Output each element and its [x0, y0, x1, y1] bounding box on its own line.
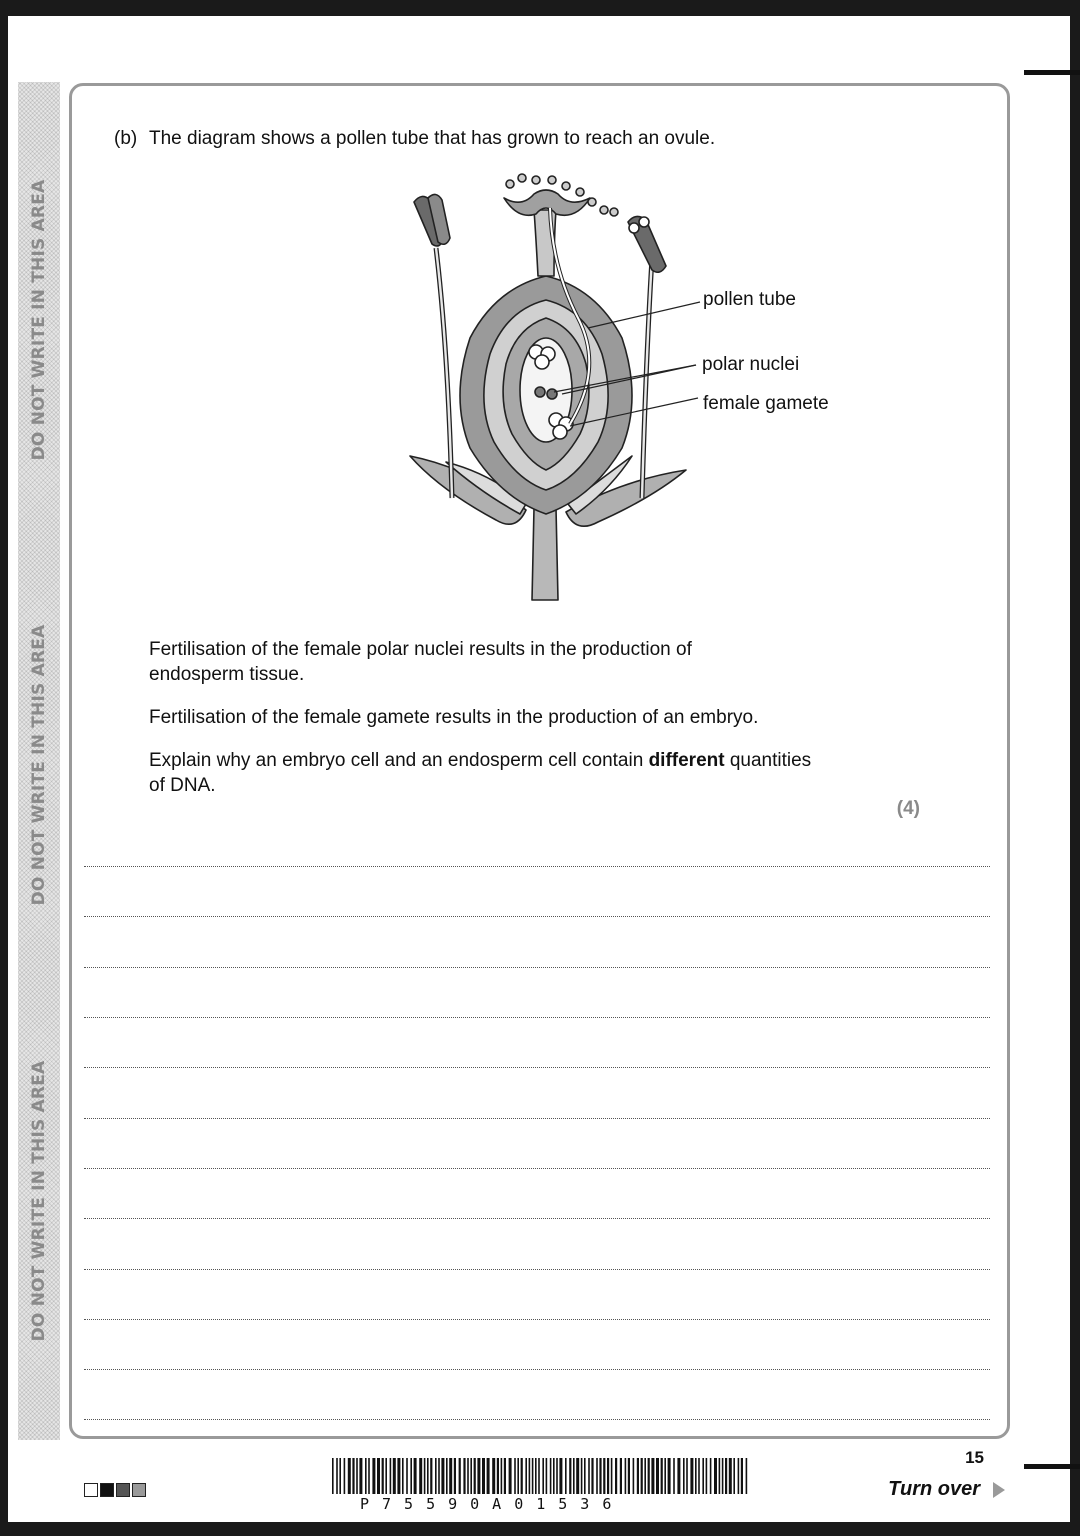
- barcode-bar: [446, 1458, 448, 1494]
- paragraph-line: endosperm tissue.: [149, 664, 305, 685]
- barcode-bar: [521, 1458, 523, 1494]
- barcode-bar: [393, 1458, 396, 1494]
- paragraph-line: Fertilisation of the female polar nuclei results in the production of: [149, 639, 692, 660]
- barcode-bar: [509, 1458, 512, 1494]
- answer-line[interactable]: [84, 1017, 990, 1018]
- paragraph-embryo: Fertilisation of the female gamete results in the production of an embryo.: [149, 707, 759, 728]
- barcode-bar: [406, 1458, 408, 1494]
- barcode-bar: [487, 1458, 490, 1494]
- barcode-bar: [454, 1458, 456, 1494]
- barcode-bar: [414, 1458, 417, 1494]
- barcode-bar: [463, 1458, 465, 1494]
- barcode-bar: [651, 1458, 654, 1494]
- barcode-bar: [504, 1458, 506, 1494]
- barcode-bar: [591, 1458, 593, 1494]
- barcode-bar: [501, 1458, 503, 1494]
- answer-line[interactable]: [84, 916, 990, 917]
- turn-over-arrow-icon: [993, 1482, 1005, 1498]
- barcode-bar: [644, 1458, 646, 1494]
- answer-line[interactable]: [84, 1319, 990, 1320]
- barcode-bar: [382, 1458, 384, 1494]
- barcode-bar: [438, 1458, 440, 1494]
- barcode-bar: [492, 1458, 495, 1494]
- barcode-bar: [668, 1458, 671, 1494]
- barcode-bar: [474, 1458, 476, 1494]
- barcode-bar: [620, 1458, 622, 1494]
- barcode-bar: [607, 1458, 609, 1494]
- barcode-bar: [569, 1458, 571, 1494]
- barcode-bar: [372, 1458, 375, 1494]
- flower-diagram-svg: [400, 168, 860, 604]
- colour-calibration-boxes: [84, 1483, 146, 1497]
- barcode-bar: [435, 1458, 437, 1494]
- barcode-bar: [599, 1458, 601, 1494]
- colour-box: [116, 1483, 130, 1497]
- barcode-bar: [625, 1458, 627, 1494]
- barcode-bar: [637, 1458, 639, 1494]
- marks-allocation: (4): [896, 798, 920, 819]
- answer-line[interactable]: [84, 1369, 990, 1370]
- barcode-bar: [722, 1458, 724, 1494]
- answer-line[interactable]: [84, 967, 990, 968]
- barcode-bar: [368, 1458, 370, 1494]
- barcode-bar: [348, 1458, 351, 1494]
- barcode-bar: [710, 1458, 712, 1494]
- barcode-bar: [459, 1458, 461, 1494]
- barcode-bar: [581, 1458, 583, 1494]
- barcode-bar: [397, 1458, 400, 1494]
- barcode-bar: [661, 1458, 663, 1494]
- barcode-bar: [677, 1458, 680, 1494]
- barcode-bar: [596, 1458, 598, 1494]
- barcode-bar: [538, 1458, 540, 1494]
- barcode-bar: [550, 1458, 552, 1494]
- barcode-bar: [628, 1458, 630, 1494]
- label-female-gamete: female gamete: [703, 393, 829, 414]
- turn-over-label: Turn over: [888, 1478, 980, 1500]
- barcode-bar: [356, 1458, 358, 1494]
- page-edge: [1070, 0, 1080, 1536]
- barcode-bar: [532, 1458, 534, 1494]
- barcode-bar: [746, 1458, 748, 1494]
- barcode-bar: [729, 1458, 732, 1494]
- barcode-bar: [336, 1458, 338, 1494]
- barcode-bar: [535, 1458, 537, 1494]
- barcode-bar: [365, 1458, 367, 1494]
- barcode-bar: [576, 1458, 579, 1494]
- flower-diagram: [400, 168, 860, 604]
- barcode-bar: [352, 1458, 354, 1494]
- barcode-bar: [556, 1458, 558, 1494]
- barcode-bar: [690, 1458, 693, 1494]
- barcode-bar: [477, 1458, 480, 1494]
- edge-marker-top: [1024, 70, 1080, 75]
- question-label: (b): [114, 128, 138, 149]
- barcode-bar: [573, 1458, 575, 1494]
- barcode-bar: [698, 1458, 700, 1494]
- prompt-line: of DNA.: [149, 775, 216, 796]
- barcode-bar: [332, 1458, 334, 1494]
- barcode-bar: [344, 1458, 346, 1494]
- colour-box: [132, 1483, 146, 1497]
- answer-line[interactable]: [84, 1419, 990, 1420]
- label-pollen-tube: pollen tube: [703, 289, 796, 310]
- barcode-bar: [648, 1458, 650, 1494]
- barcode-bar: [514, 1458, 516, 1494]
- barcode-bar: [633, 1458, 635, 1494]
- barcode-bar: [390, 1458, 392, 1494]
- barcode: [330, 1458, 750, 1498]
- barcode-bar: [497, 1458, 499, 1494]
- barcode-bar: [467, 1458, 469, 1494]
- question-prompt: [149, 748, 889, 798]
- question-intro: The diagram shows a pollen tube that has grown to reach an ovule.: [149, 128, 716, 149]
- barcode-bar: [588, 1458, 590, 1494]
- paragraph-endosperm: [149, 637, 889, 687]
- barcode-number: P75590A01536: [360, 1495, 625, 1513]
- barcode-bar: [611, 1458, 613, 1494]
- answer-line[interactable]: [84, 1118, 990, 1119]
- barcode-bar: [482, 1458, 485, 1494]
- emphasis-different: different: [648, 750, 725, 771]
- barcode-bar: [673, 1458, 675, 1494]
- barcode-bar: [419, 1458, 422, 1494]
- barcode-bar: [664, 1458, 666, 1494]
- barcode-bar: [339, 1458, 341, 1494]
- barcode-bar: [584, 1458, 586, 1494]
- answer-line[interactable]: [84, 1269, 990, 1270]
- barcode-bar: [725, 1458, 727, 1494]
- barcode-bar: [430, 1458, 432, 1494]
- barcode-bar: [641, 1458, 643, 1494]
- barcode-bar: [741, 1458, 743, 1494]
- colour-box: [100, 1483, 114, 1497]
- barcode-bar: [441, 1458, 444, 1494]
- barcode-bar: [686, 1458, 688, 1494]
- barcode-bar: [559, 1458, 562, 1494]
- barcode-bar: [702, 1458, 704, 1494]
- barcode-bar: [402, 1458, 404, 1494]
- label-polar-nuclei: polar nuclei: [702, 354, 800, 375]
- answer-line[interactable]: [84, 1067, 990, 1068]
- barcode-bar: [706, 1458, 708, 1494]
- edge-marker-bottom: [1024, 1464, 1080, 1469]
- barcode-bar: [683, 1458, 685, 1494]
- barcode-bar: [517, 1458, 519, 1494]
- barcode-bar: [410, 1458, 412, 1494]
- barcode-bar: [427, 1458, 429, 1494]
- barcode-bar: [359, 1458, 362, 1494]
- barcode-bar: [615, 1458, 617, 1494]
- barcode-bar: [695, 1458, 697, 1494]
- barcode-bar: [738, 1458, 740, 1494]
- barcode-bar: [603, 1458, 605, 1494]
- barcode-bar: [424, 1458, 426, 1494]
- barcode-bar: [733, 1458, 735, 1494]
- barcode-bar: [553, 1458, 555, 1494]
- barcode-bar: [565, 1458, 567, 1494]
- barcode-bar: [470, 1458, 472, 1494]
- barcode-bar: [542, 1458, 544, 1494]
- barcode-bar: [525, 1458, 527, 1494]
- barcode-bar: [714, 1458, 717, 1494]
- barcode-bar: [385, 1458, 387, 1494]
- barcode-bar: [377, 1458, 380, 1494]
- barcode-bar: [656, 1458, 659, 1494]
- barcode-bar: [449, 1458, 452, 1494]
- answer-line[interactable]: [84, 1218, 990, 1219]
- barcode-bar: [546, 1458, 548, 1494]
- barcode-bar: [719, 1458, 721, 1494]
- prompt-line: Explain why an embryo cell and an endosperm cell contain different quantities: [149, 750, 812, 771]
- answer-line[interactable]: [84, 866, 990, 867]
- answer-line[interactable]: [84, 1168, 990, 1169]
- colour-box: [84, 1483, 98, 1497]
- barcode-bar: [529, 1458, 531, 1494]
- page-number: 15: [965, 1448, 984, 1467]
